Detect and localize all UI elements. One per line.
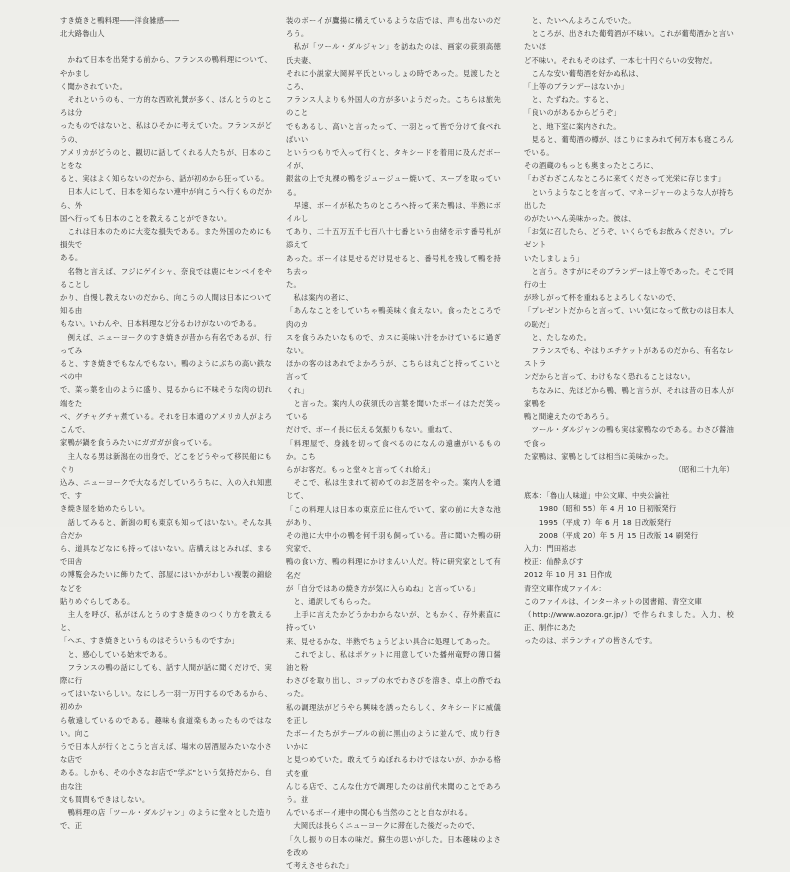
text-line: 上手に言えたかどうかわからないが、ともかく、存外素直に持ってい <box>286 610 501 633</box>
text-line: た家鴨は、家鴨としては相当に美味かった。 <box>524 451 673 461</box>
text-line: ら敬遠しているのである。趣味も食道楽もあったものではない。向こ <box>60 715 272 738</box>
text-line: 家鴨が鍋を食うみたいにガガガが食っている。 <box>60 438 217 448</box>
text-line: 話してみると、新潟の町も東京も知ってはいない。そんな具合だか <box>60 517 272 540</box>
text-line: てあり、二十五万五千七百八十七番という由緒を示す番号札が添えて <box>286 227 501 250</box>
text-line: 「お気に召したら、どうぞ、いくらでもお飲みください。プレゼント <box>524 227 734 250</box>
text-line: フランス人よりも外国人の方が多いようだった。こちらは旅先のこと <box>286 95 501 118</box>
text-line: そこで、私は生まれて初めてのお芝居をやった。案内人を通じて、 <box>286 478 501 501</box>
text-line: 貼りめぐらしてある。 <box>60 596 135 606</box>
text-line: ある。しかも、その小さなお店で"学ぶ"という気持だから、自由な注 <box>60 768 272 791</box>
text-line: と見つめていた。敢えてうぬぼれるわけではないが、かかる格式を重 <box>286 755 501 778</box>
text-line: その酒蔵のもっとも奥まったところに、 <box>524 161 659 171</box>
text-line: いたしましょう」 <box>524 253 584 263</box>
text-line: が珍しがって杯を重ねるとよろしくないので、 <box>524 293 681 303</box>
text-line: 北大路魯山人 <box>60 29 105 39</box>
text-line: というようなことを言って、マネージャーのような人が持ち出した <box>524 187 734 210</box>
text-line: ら、道具などなにも持ってはいない。店構えはとみれば、まるで田舎 <box>60 543 272 567</box>
text-line: ところが、出された葡萄酒が不味い。これが葡萄酒かと言いたいほ <box>524 29 734 52</box>
text-column-3 <box>524 14 734 648</box>
text-line: 「わざわざこんなところに来てくださって光栄に存じます」 <box>524 174 726 184</box>
text-line: それというのも、一方的な西欧礼賛が多く、ほんとうのところは分 <box>60 95 272 118</box>
text-line: ほかの客のはあれでよかろうが、こちらは丸ごと持ってこいと言って <box>286 359 501 382</box>
text-line: スを食うみたいなもので、カスに美味い汁をかけているに過ぎない。 <box>286 332 501 356</box>
text-line: くれ」 <box>286 385 309 395</box>
text-line: 文も買問もできはしない。 <box>60 794 150 804</box>
text-line: 装のボーイが鷹揚に構えているような店では、声も出ないのだろう。 <box>286 16 501 39</box>
text-line: た。 <box>286 280 301 290</box>
text-line: と、たずねた。すると、 <box>524 95 614 105</box>
text-line: んでいるボーイ連中の関心も当然のことと自ながれる。 <box>286 808 473 818</box>
text-line: （昭和二十九年） <box>674 464 734 474</box>
text-line: これは日本のために大変な損失である。また外国のためにも損失で <box>60 227 272 250</box>
text-line: 名物と言えば、フジにゲイシャ、奈良では鹿にセンベイをやることし <box>60 266 272 289</box>
text-line: で、菜っ葉を山のように盛り、見るからに不味そうな肉の切れ端をた <box>60 385 272 408</box>
text-line: 2008（平成 20）年 5 月 15 日改版 14 刷発行 <box>524 530 699 540</box>
text-line: と、通訳してもらった。 <box>286 596 376 606</box>
text-line: き焼き屋を始めたらしい。 <box>60 504 150 514</box>
text-line: 銀盆の上で丸裸の鴨をジュージュー焼いて、スープを取っている。 <box>286 174 501 197</box>
text-line: かねて日本を出発する前から、フランスの鴨料理について、やかまし <box>60 55 272 78</box>
text-line: フランスでも、やはりエチケットがあるのだから、有名なレストラ <box>524 346 734 369</box>
text-column-1 <box>60 14 272 832</box>
text-line: 「久し振りの日本の味だ。蘇生の思いがした。日本趣味のよさを改め <box>286 834 501 857</box>
text-line: アメリカがどうのと、観切に話してくれる人たちが、日本のことをな <box>60 147 272 171</box>
text-line: わさびを取り出し、コップの水でわさびを溶き、卓上の酢でねった。 <box>286 676 501 699</box>
text-line: 「上等のブランデーはないか」 <box>524 82 629 92</box>
text-line: ると、すき焼きでもなんでもない。鴨のようにぶちの高い鉄なべの中 <box>60 359 272 382</box>
text-line: 入力：門田裕志 <box>524 543 577 553</box>
text-line: 鴨の食い方、鴨の料理にかけまんい人だ。特に研究家として有名だ <box>286 557 501 580</box>
text-line: と言う。さすがにそのブランデーは上等であった。そこで同行の士 <box>524 266 734 290</box>
text-line: 国へ行っても日本のことを教えることができない。 <box>60 213 232 223</box>
text-line: ってはいないらしい。なにしろ一羽一万円するのであるから、初めか <box>60 689 272 712</box>
text-line: でもあるし、高いと言ったって、一羽とって皆で分けて食べればいい <box>286 121 501 144</box>
text-line: 青空文庫作成ファイル： <box>524 583 606 593</box>
text-line: 「良いのがあるからどうぞ」 <box>524 108 621 118</box>
text-line: ちなみに、先ほどから鴨、鴨と言うが、それは昔の日本人が家鴨を <box>524 385 734 408</box>
text-line: だけで、ボーイ長に伝える気振りもない。重ねて、 <box>286 425 457 435</box>
text-line: 2012 年 10 月 31 日作成 <box>524 570 612 580</box>
text-line: く聞かされていた。 <box>60 81 128 91</box>
text-line: うで日本人が行くとこうと言えば、場末の居酒屋みたいな小さな店で <box>60 741 272 765</box>
text-line: らがお客だ。もっと堂々と言ってくれ給え」 <box>286 464 435 474</box>
text-line: これでよし、私はポケットに用意していた播州竜野の薄口醤油と粉 <box>286 649 501 672</box>
text-line: ったものではないと、私はひそかに考えていた。フランスがどうの、 <box>60 121 272 144</box>
text-line: すき焼きと鴨料理――洋食雑感―― <box>60 16 180 25</box>
text-line: んじる店で、こんな仕方で調理したのは前代未聞のことであろう。並 <box>286 781 501 804</box>
text-line: 「ヘエ、すき焼きというものはそういうものですか」 <box>60 636 239 646</box>
text-line: （http://www.aozora.gr.jp/）で作られました。入力、校正、制作にあた <box>524 609 734 633</box>
text-line <box>60 40 272 53</box>
text-line: の博覧会みたいに飾りたて、部屋にはいかがわしい複製の錦絵などを <box>60 570 272 593</box>
text-line: ったのは、ボランティアの皆さんです。 <box>524 636 657 646</box>
text-line: 主人を呼び、私がほんとうのすき焼きのつくり方を教えると、 <box>60 609 272 633</box>
text-line: かり、自慢し教えないのだから、向こうの人間は日本について知る由 <box>60 293 272 316</box>
text-line: 底本：「魯山人味道」中公文庫、中央公論社 <box>524 491 670 501</box>
text-line: と、たいへんよろこんでいた。 <box>524 16 636 25</box>
text-line: 見ると、葡萄酒の樽が、ほこりにまみれて何万本も寝ころんでいる。 <box>524 134 734 158</box>
text-line: こんな安い葡萄酒を好かぬ私は、 <box>524 68 644 78</box>
text-line: ンだからと言って、わけもなく恐れることはない。 <box>524 372 696 382</box>
text-line: 私が「ツール・ダルジャン」を訪ねたのは、画家の荻須高徳氏夫妻、 <box>286 42 501 65</box>
text-line: 私の調理法がどうやら興味を誘ったらしく、タキシードに威儀を正し <box>286 702 501 725</box>
text-line: 1980（昭和 55）年 4 月 10 日初版発行 <box>524 504 677 514</box>
text-line: べ、グチャグチャ煮ている。それを日本通のアメリカ人がよろこんで、 <box>60 411 272 435</box>
text-line: 「この料理人は日本の東京丘に住んでいて、家の前に大きな池があり、 <box>286 504 501 527</box>
text-line: 込み、ニューヨークで大なるだしていろうちに、入の入れ知恵で、す <box>60 477 272 501</box>
text-line: それに小説家大岡昇平氏といっしょの時であった。見渡したところ、 <box>286 68 501 92</box>
text-line: 例えば、ニューヨークのすき焼きが昔から有名であるが、行ってみ <box>60 332 272 355</box>
text-line: と、地下室に案内された。 <box>524 121 621 131</box>
text-line: 校正：仙酔ゑびす <box>524 557 584 567</box>
text-line: が「自分ではあの焼き方が気に入らぬね」と言っている」 <box>286 583 480 593</box>
text-line: と、たしなめた。 <box>524 332 592 342</box>
text-line: 私は案内の者に、 <box>286 293 354 303</box>
text-line: 早速、ボーイが私たちのところへ持って来た鴨は、半熟にボイルし <box>286 200 501 224</box>
text-line: 日本人にして、日本を知らない連中が向こうへ行くものだから、外 <box>60 187 272 210</box>
text-line: 来、見せるかな、半熟でちょうどよい具合に処理してあった。 <box>286 636 495 646</box>
text-line: 鴨と間違えたのであろう。 <box>524 412 614 422</box>
text-line: 鴨料理の店「ツール・ダルジャン」のように堂々とした造りで、正 <box>60 807 272 831</box>
text-line: フランスの鴨の話にしても、話す人間が話に聞くだけで、実際に行 <box>60 662 272 685</box>
text-line: のがたいへん美味かった。彼は、 <box>524 214 636 224</box>
text-column-2 <box>286 14 501 872</box>
text-line: ある。 <box>60 253 83 263</box>
text-line: と、感心している始末である。 <box>60 649 172 659</box>
text-line: て考えさせられた」 <box>286 861 354 870</box>
text-line: 「あんなことをしていちゃ鴨美味く食えない。食ったところで肉のカ <box>286 306 501 329</box>
text-line: ど不味い。それもそのはず、一本七十円ぐらいの安物だ。 <box>524 55 718 65</box>
text-line: ツール・ダルジャンの鴨も実は家鴨なのである。わさび醤油で食っ <box>524 425 734 448</box>
text-line: 「料理屋で、身銭を切って食べるのになんの遠慮がいるものか。こち <box>286 438 501 461</box>
text-line <box>524 476 734 489</box>
text-line: 「プレゼントだからと言って、いい気になって飲むのは日本人の恥だ」 <box>524 306 734 329</box>
text-line: その池に大中小の鴨を何千羽も飼っている。昔に聞いた鴨の研究家で、 <box>286 530 501 554</box>
text-line: あった。ボーイは見せるだけ見せると、番号札を残して鴨を持ち去っ <box>286 253 501 276</box>
text-line: 主人なる男は新潟在の出身で、どこをどうやって移民船にもぐり <box>60 451 272 474</box>
text-line: もない。いわんや、日本料理など分るわけがないのである。 <box>60 319 261 329</box>
text-line: 1995（平成 7）年 6 月 18 日改版発行 <box>524 517 672 527</box>
text-line: と言った。案内人の荻須氏の言葉を聞いたボーイはただ笑っている <box>286 398 501 422</box>
text-line: このファイルは、インターネットの図書館、青空文庫 <box>524 596 702 606</box>
text-line: ると、実はよく知らないのだから、話が初めから狂っている。 <box>60 174 269 184</box>
text-line: 大岡氏は長らくニューヨークに滞在した後だったので、 <box>286 821 480 831</box>
text-line: たボーイたちがテーブルの前に黒山のように並んで、成り行きいかに <box>286 728 501 752</box>
text-line: というつもりで入って行くと、タキシードを着用に及んだボーイが、 <box>286 148 501 171</box>
